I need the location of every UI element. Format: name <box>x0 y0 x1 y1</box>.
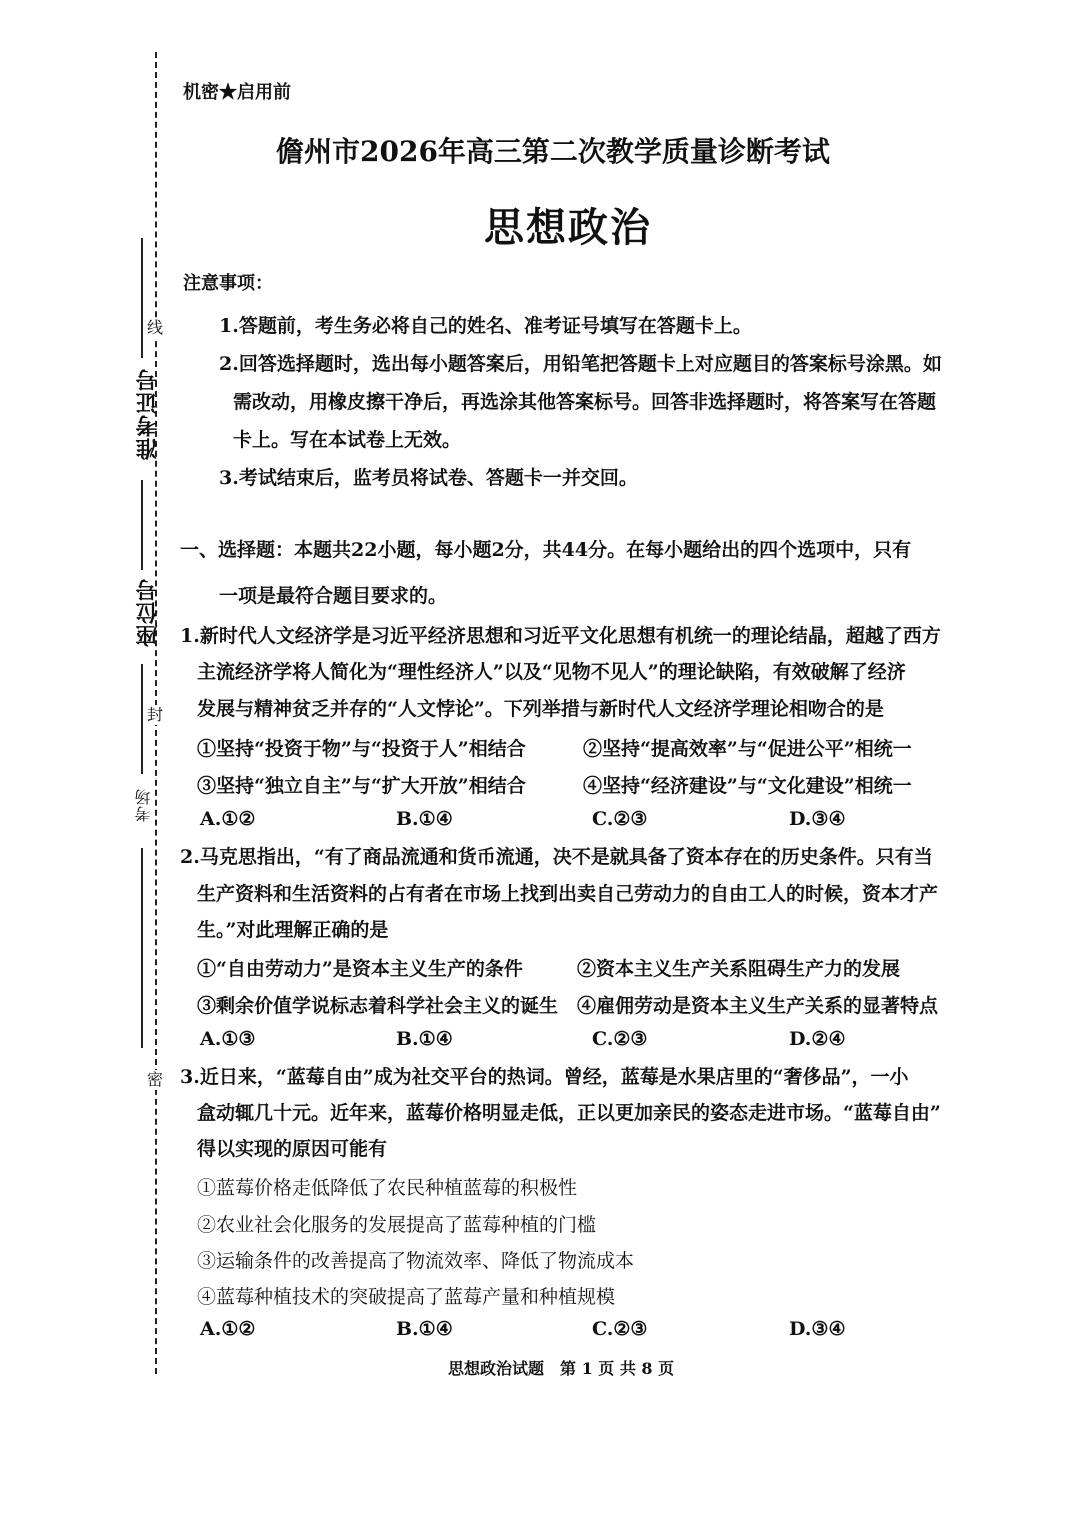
question-2-option: ①“自由劳动力”是资本主义生产的条件 <box>197 958 523 980</box>
question-1-option: ③坚持“独立自主”与“扩大开放”相结合 <box>197 775 526 797</box>
section-heading: 一、选择题：本题共22小题，每小题2分，共44分。在每小题给出的四个选项中，只有 <box>180 539 912 561</box>
question-1-option: ④坚持“经济建设”与“文化建设”相统一 <box>583 775 912 797</box>
field-blank-line <box>141 238 143 358</box>
question-3-answer-c: C.②③ <box>592 1318 648 1340</box>
question-3-option: ③运输条件的改善提高了物流效率、降低了物流成本 <box>197 1250 635 1272</box>
question-2-option: ③剩余价值学说标志着科学社会主义的诞生 <box>197 995 559 1017</box>
field-label-seat-number: 座位号 <box>135 578 161 647</box>
question-3-option: ①蓝莓价格走低降低了农民种植蓝莓的积极性 <box>197 1177 578 1199</box>
question-2-text: 生产资料和生活资料的占有者在市场上找到出卖自己劳动力的自由工人的时候，资本才产 <box>197 883 939 905</box>
question-2-option: ④雇佣劳动是资本主义生产关系的显著特点 <box>577 995 939 1017</box>
question-3-answer-a: A.①② <box>200 1318 256 1340</box>
subject-title: 思想政治 <box>484 204 652 251</box>
field-label-exam-room: 考场 <box>134 788 153 822</box>
question-2-answer-a: A.①③ <box>200 1028 256 1050</box>
question-1-answer-d: D.③④ <box>789 808 846 830</box>
question-2-text: 2.马克思指出，“有了商品流通和货币流通，决不是就具备了资本存在的历史条件。只有当 <box>180 846 933 868</box>
question-2-option: ②资本主义生产关系阻碍生产力的发展 <box>577 958 901 980</box>
question-1-text: 发展与精神贫乏并存的“人文悖论”。下列举措与新时代人文经济学理论相吻合的是 <box>197 698 884 720</box>
question-3-text: 盒动辄几十元。近年来，蓝莓价格明显走低，正以更加亲民的姿态走进市场。“蓝莓自由” <box>197 1102 941 1124</box>
question-1-answer-b: B.①④ <box>396 808 453 830</box>
field-blank-line <box>141 664 143 774</box>
page-footer: 思想政治试题 第 1 页 共 8 页 <box>448 1359 675 1378</box>
notice-item: 卡上。写在本试卷上无效。 <box>233 429 462 451</box>
seal-mark-feng: 封 <box>147 705 164 724</box>
question-2-answer-b: B.①④ <box>396 1028 453 1050</box>
secret-mark: 机密★启用前 <box>183 82 291 103</box>
notice-heading: 注意事项： <box>183 273 273 294</box>
question-3-text: 3.近日来，“蓝莓自由”成为社交平台的热词。曾经，蓝莓是水果店里的“奢侈品”，一小 <box>180 1066 909 1088</box>
exam-title: 儋州市2026年高三第二次教学质量诊断考试 <box>276 135 830 168</box>
question-3-answer-b: B.①④ <box>396 1318 453 1340</box>
question-2-answer-c: C.②③ <box>592 1028 648 1050</box>
question-1-answer-a: A.①② <box>200 808 256 830</box>
question-3-answer-d: D.③④ <box>789 1318 846 1340</box>
field-blank-line <box>141 480 143 570</box>
question-1-option: ①坚持“投资于物”与“投资于人”相结合 <box>197 738 526 760</box>
notice-item: 1.答题前，考生务必将自己的姓名、准考证号填写在答题卡上。 <box>219 315 752 337</box>
field-label-exam-number: 准考证号 <box>135 368 161 460</box>
notice-item: 3.考试结束后，监考员将试卷、答题卡一并交回。 <box>219 467 638 489</box>
question-1-answer-c: C.②③ <box>592 808 648 830</box>
question-1-text: 1.新时代人文经济学是习近平经济思想和习近平文化思想有机统一的理论结晶，超越了西方 <box>180 625 941 647</box>
question-1-text: 主流经济学将人简化为“理性经济人”以及“见物不见人”的理论缺陷，有效破解了经济 <box>197 661 906 683</box>
notice-item: 需改动，用橡皮擦干净后，再选涂其他答案标号。回答非选择题时，将答案写在答题 <box>233 391 937 413</box>
seal-mark-xian: 线 <box>147 318 164 337</box>
question-3-option: ④蓝莓种植技术的突破提高了蓝莓产量和种植规模 <box>197 1286 616 1308</box>
question-3-text: 得以实现的原因可能有 <box>197 1138 388 1160</box>
seal-mark-mi: 密 <box>147 1070 164 1089</box>
notice-item: 2.回答选择题时，选出每小题答案后，用铅笔把答题卡上对应题目的答案标号涂黑。如 <box>219 353 942 375</box>
question-3-option: ②农业社会化服务的发展提高了蓝莓种植的门槛 <box>197 1214 597 1236</box>
section-heading-cont: 一项是最符合题目要求的。 <box>219 585 448 607</box>
field-blank-line <box>141 848 143 1048</box>
question-2-text: 生。”对此理解正确的是 <box>197 919 389 941</box>
question-1-option: ②坚持“提高效率”与“促进公平”相统一 <box>583 738 912 760</box>
question-2-answer-d: D.②④ <box>789 1028 846 1050</box>
